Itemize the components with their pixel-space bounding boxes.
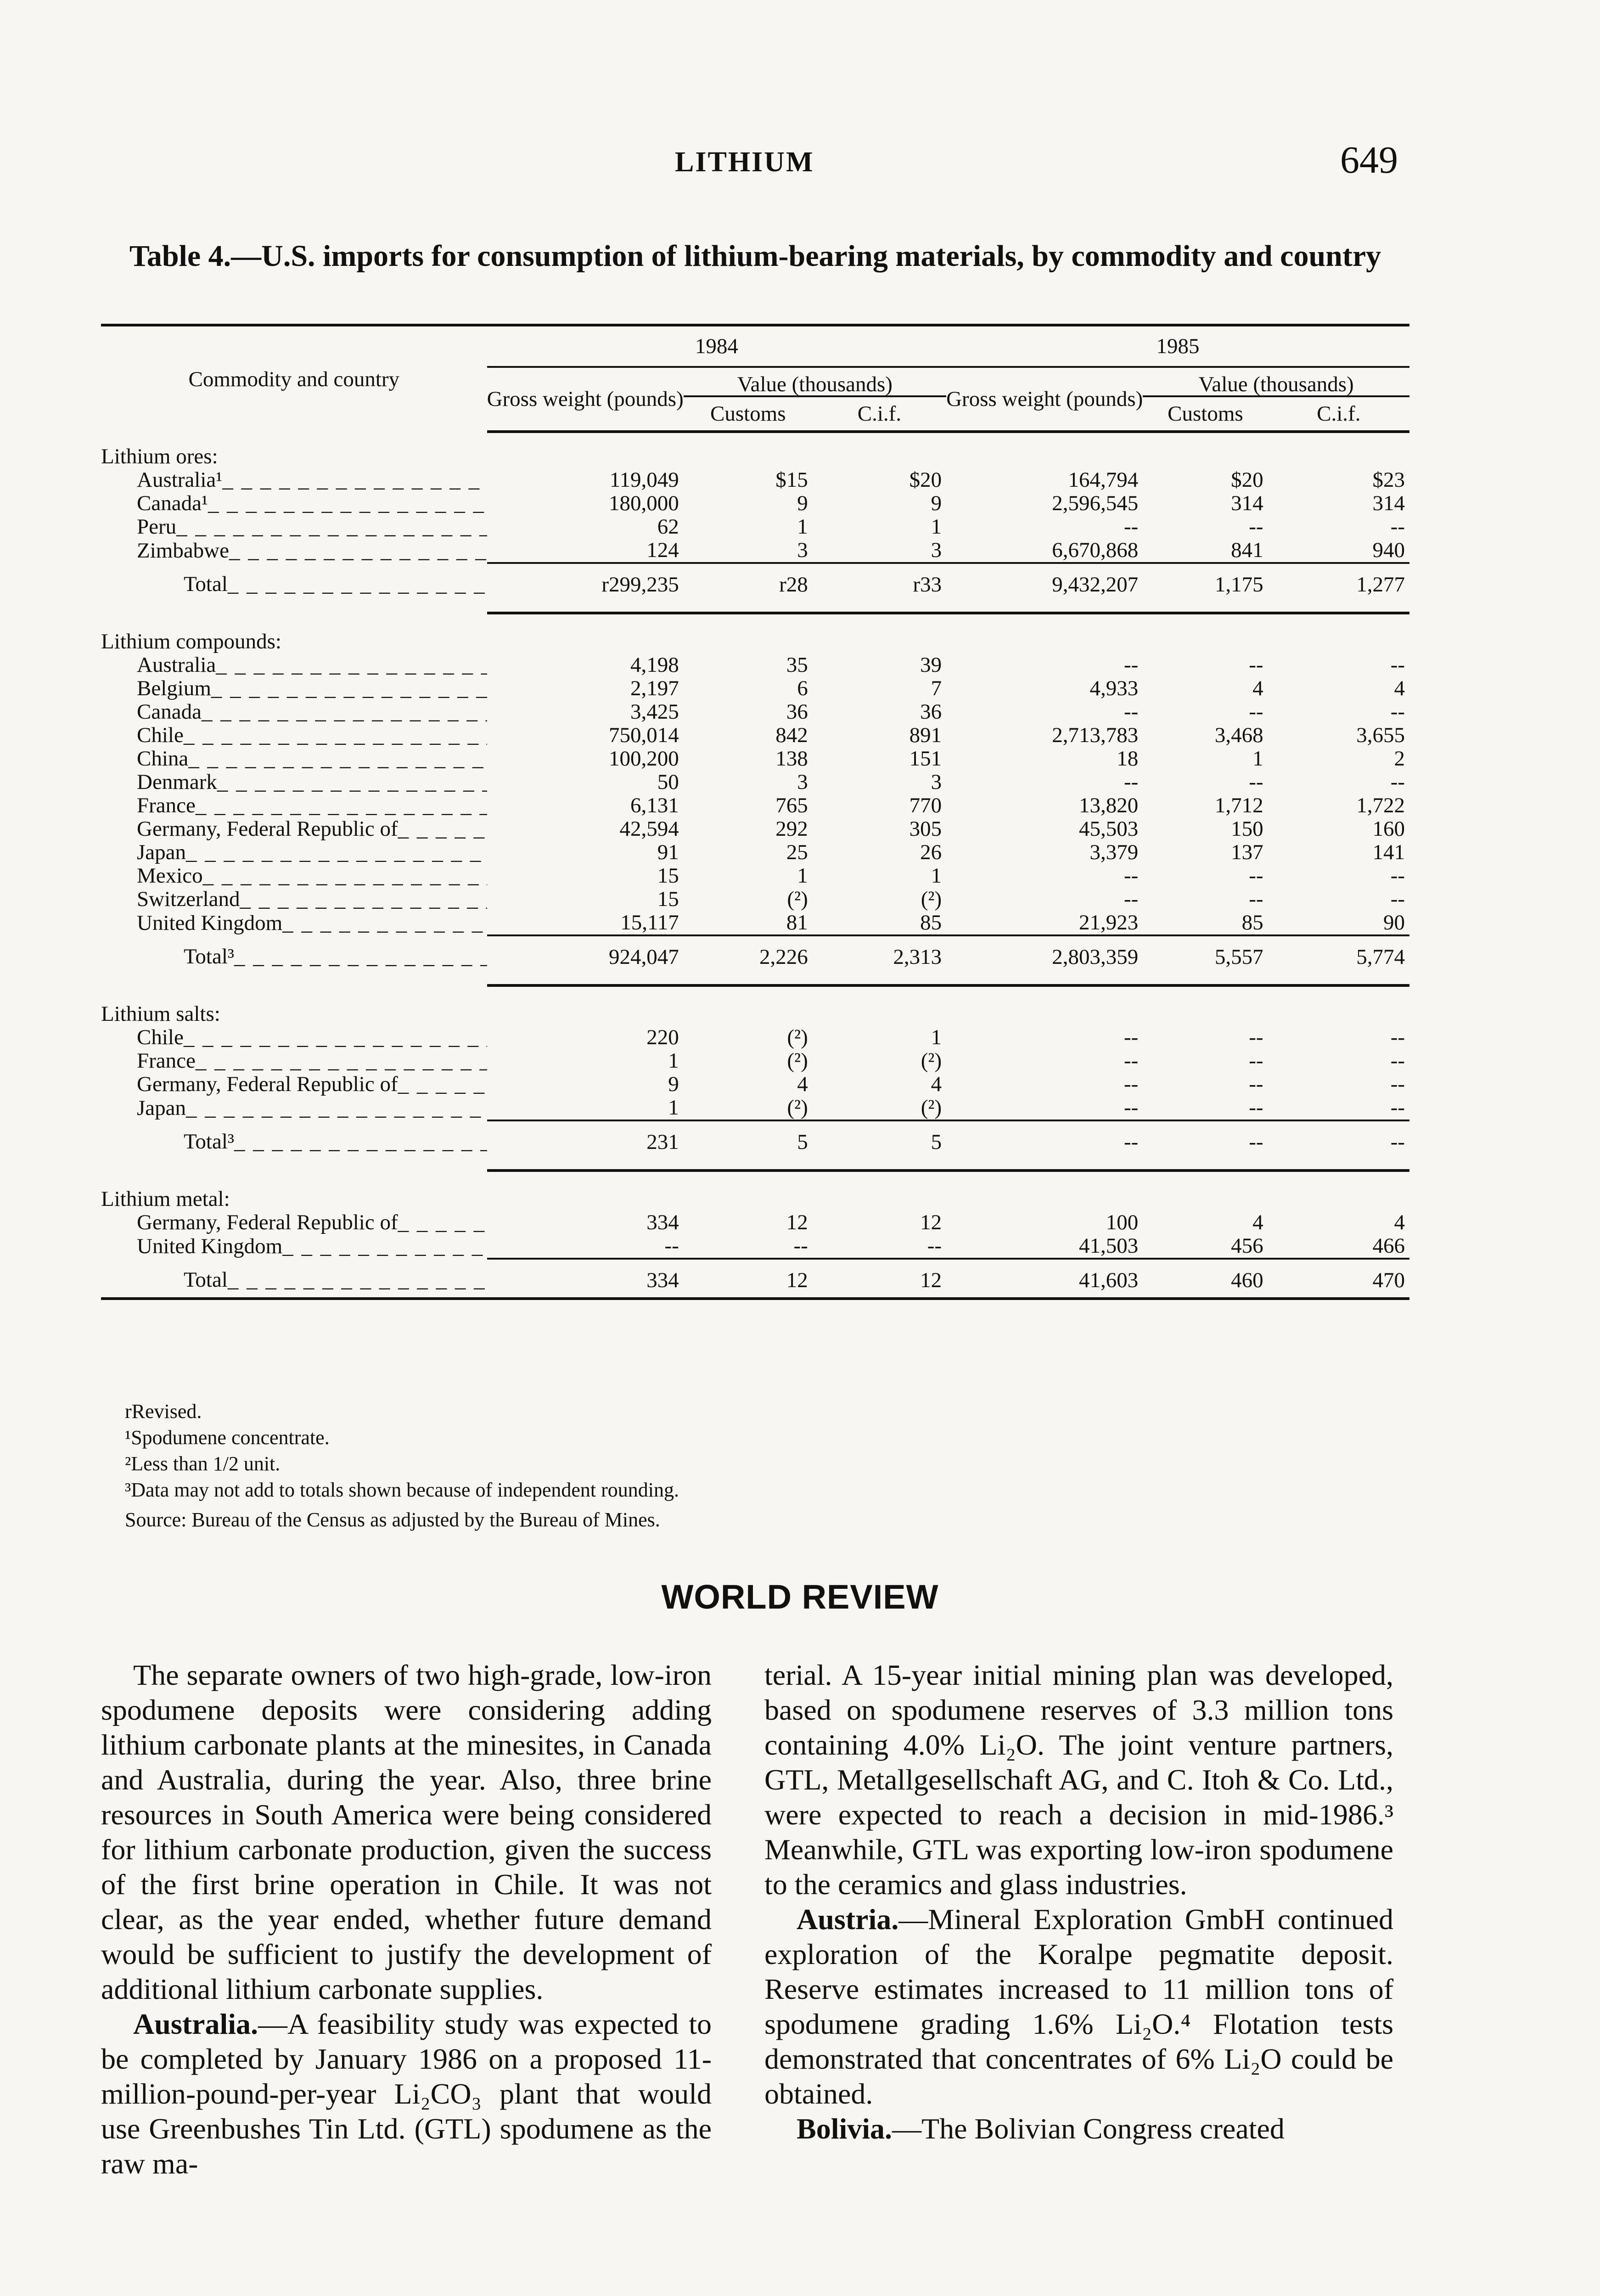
table-cell: 1 [797, 864, 808, 888]
table-cell: 765 [775, 793, 808, 817]
row-label: United Kingdom _ _ _ [101, 911, 487, 935]
row-label: Switzerland _ _ _ [101, 888, 487, 911]
table-cell: (²) [921, 1049, 942, 1073]
table-row [101, 1234, 1409, 1259]
table-row [101, 700, 1409, 724]
table-cell: -- [1390, 887, 1405, 911]
table-cell: -- [1249, 1072, 1263, 1096]
paragraph: Australia.—A feasibility study was expected to be completed by January 1986 on a proposed 11-million-pound-per-year Li₂CO₃ plant that would use Greenbushes Tin Ltd. (GTL) spodumene as the raw ma- [101, 2008, 712, 2180]
total-cell: 924,047 [487, 935, 684, 974]
table-cell: 6,131 [630, 793, 679, 817]
total-label: Total _ _ _ [101, 563, 487, 602]
double-rule [101, 974, 1409, 985]
table-cell: 62 [657, 515, 679, 539]
table-cell: -- [1249, 515, 1263, 539]
table-cell: 1 [668, 1096, 679, 1120]
table-row [101, 492, 1409, 515]
total-cell: 41,603 [946, 1259, 1143, 1299]
column-header-cif-1985: C.i.f. [1268, 396, 1409, 432]
table-row [101, 817, 1409, 841]
table-cell: 305 [909, 817, 942, 841]
table-cell: 21,923 [1079, 911, 1139, 934]
year-header-1985: 1985 [946, 325, 1409, 367]
group-heading-row [101, 1176, 1409, 1211]
table-cell: 3,655 [1356, 723, 1405, 747]
table-cell: 3 [797, 770, 808, 794]
footnote-2: ²Less than 1/2 unit. [125, 1452, 281, 1475]
table-cell: (²) [787, 1049, 808, 1073]
double-rule-lower [101, 613, 1409, 618]
table-cell: 9 [668, 1072, 679, 1096]
country-lead: Bolivia. [797, 2112, 893, 2145]
total-cell: 2,803,359 [946, 935, 1143, 974]
double-rule [101, 1159, 1409, 1171]
footnote-3: ³Data may not add to totals shown because of independent rounding. [125, 1479, 679, 1501]
paragraph: Bolivia.—The Bolivian Congress created [797, 2112, 1285, 2145]
table-cell: -- [1390, 1072, 1405, 1096]
section-heading: WORLD REVIEW [661, 1578, 939, 1616]
row-label: Japan _ _ _ [101, 841, 487, 864]
table-cell: 81 [786, 911, 808, 934]
table-cell: 36 [920, 700, 942, 724]
table-cell: 2,596,545 [1052, 491, 1139, 515]
total-cell: 12 [813, 1259, 946, 1299]
table-cell: 220 [646, 1025, 679, 1049]
row-label: France _ _ _ [101, 1049, 487, 1073]
row-label: Peru _ _ _ [101, 515, 487, 539]
total-row [101, 1120, 1409, 1159]
table-cell: 456 [1231, 1234, 1263, 1258]
total-cell: r28 [684, 563, 813, 602]
table-cell: -- [1123, 1072, 1139, 1096]
table-cell: -- [1249, 770, 1263, 794]
table-cell: $23 [1372, 468, 1405, 492]
total-label: Total³ _ _ _ [101, 1120, 487, 1159]
table-cell: 26 [920, 840, 942, 864]
table-cell: 842 [775, 723, 808, 747]
table-cell: 119,049 [609, 468, 679, 492]
column-header-value-1985: Value (thousands) [1143, 367, 1409, 396]
row-label: China _ _ _ [101, 747, 487, 771]
table-row [101, 1096, 1409, 1120]
table-row [101, 1211, 1409, 1234]
row-label: Canada _ _ _ [101, 700, 487, 724]
table-cell: $20 [1231, 468, 1263, 492]
total-cell: 231 [487, 1120, 684, 1159]
column-header-customs-1984: Customs [684, 396, 813, 432]
table-cell: 164,794 [1068, 468, 1139, 492]
total-cell: 1,277 [1268, 563, 1409, 602]
table-cell: 292 [775, 817, 808, 841]
column-header-cif-1984: C.i.f. [813, 396, 946, 432]
country-lead: Australia. [133, 2008, 258, 2040]
table-cell: 3 [797, 538, 808, 562]
table-title: Table 4.—U.S. imports for consumption of lithium-bearing materials, by commodity and country [129, 239, 1381, 273]
table-cell: 12 [920, 1210, 942, 1234]
table-cell: 50 [657, 770, 679, 794]
table-cell: 100 [1106, 1210, 1139, 1234]
table-cell: -- [1249, 700, 1263, 724]
row-label: Canada¹ _ _ _ [101, 492, 487, 515]
table-cell: 3,425 [630, 700, 679, 724]
table-cell: -- [1123, 1025, 1139, 1049]
table-row [101, 794, 1409, 817]
table-cell: 4,198 [630, 653, 679, 677]
table-cell: 3,468 [1214, 723, 1263, 747]
table-cell: 1,722 [1356, 793, 1405, 817]
table-cell: 770 [909, 793, 942, 817]
table-cell: -- [1249, 864, 1263, 888]
body-column-right [764, 1658, 1393, 2146]
table-cell: 1 [1252, 747, 1263, 771]
table-row [101, 677, 1409, 700]
table-cell: 91 [657, 840, 679, 864]
table-cell: -- [1390, 1049, 1405, 1073]
total-cell: 5 [684, 1120, 813, 1159]
table-cell: 9 [931, 491, 942, 515]
table-cell: -- [1390, 700, 1405, 724]
table-row [101, 653, 1409, 677]
table-row [101, 864, 1409, 888]
table-cell: 6,670,868 [1052, 538, 1139, 562]
total-cell: r33 [813, 563, 946, 602]
paragraph: The separate owners of two high-grade, low-iron spodumene deposits were considering adding lithium carbonate plants at the minesites, in Canada and Australia, during the year. Also, three brine resources in South America were being considered for lithium carbonate production, given the success of the first brine operation in Chile. It was not clear, as the year ended, whether future demand would be sufficient to justify the development of additional lithium carbonate supplies. [101, 1659, 712, 2005]
table-cell: (²) [787, 1096, 808, 1120]
year-header-1984: 1984 [487, 325, 947, 367]
total-cell: -- [1268, 1120, 1409, 1159]
table-cell: 4 [1394, 1210, 1405, 1234]
table-cell: 2,197 [630, 676, 679, 700]
row-label: France _ _ _ [101, 794, 487, 817]
body-column-left [101, 1658, 712, 2181]
table-row [101, 771, 1409, 794]
total-cell: r299,235 [487, 563, 684, 602]
table-cell: 160 [1372, 817, 1405, 841]
table-cell: 180,000 [609, 491, 679, 515]
table-cell: -- [1123, 700, 1139, 724]
double-rule-lower [101, 985, 1409, 990]
table-cell: -- [1123, 515, 1139, 539]
row-label: Chile _ _ _ [101, 724, 487, 747]
table-cell: 7 [931, 676, 942, 700]
total-cell: 9,432,207 [946, 563, 1143, 602]
table-cell: 4 [931, 1072, 942, 1096]
table-cell: -- [1390, 864, 1405, 888]
table-cell: 891 [909, 723, 942, 747]
table-footnotes [125, 1398, 679, 1533]
table-cell: (²) [921, 887, 942, 911]
table-cell: -- [1249, 1096, 1263, 1120]
total-label: Total _ _ _ [101, 1259, 487, 1299]
table-cell: -- [1249, 887, 1263, 911]
table-cell: -- [1390, 653, 1405, 677]
total-cell: 2,313 [813, 935, 946, 974]
table-cell: -- [1123, 653, 1139, 677]
row-label: Denmark _ _ _ [101, 771, 487, 794]
group-heading: Lithium ores: [101, 445, 218, 468]
table-cell: 150 [1231, 817, 1263, 841]
table-cell: 4 [1394, 676, 1405, 700]
table-cell: 151 [909, 747, 942, 771]
table-cell: 4 [1252, 1210, 1263, 1234]
table-cell: -- [1390, 1025, 1405, 1049]
table-cell: 2 [1394, 747, 1405, 771]
table-cell: (²) [921, 1096, 942, 1120]
table-cell: 141 [1372, 840, 1405, 864]
table-cell: -- [1390, 515, 1405, 539]
row-label: United Kingdom _ _ _ [101, 1234, 487, 1259]
table-cell: 314 [1372, 491, 1405, 515]
table-cell: 18 [1117, 747, 1139, 771]
total-row [101, 935, 1409, 974]
table-cell: -- [1390, 1096, 1405, 1120]
table-cell: 3,379 [1089, 840, 1139, 864]
group-heading: Lithium salts: [101, 1002, 220, 1026]
imports-table-container [101, 324, 1409, 1300]
table-cell: 1 [931, 864, 942, 888]
table-cell: 25 [786, 840, 808, 864]
table-cell: -- [1249, 653, 1263, 677]
column-header-gross-1984: Gross weight (pounds) [487, 367, 684, 432]
table-row [101, 841, 1409, 864]
table-cell: 35 [786, 653, 808, 677]
table-cell: -- [1123, 887, 1139, 911]
total-cell: 334 [487, 1259, 684, 1299]
table-cell: 4 [1252, 676, 1263, 700]
table-cell: -- [1123, 770, 1139, 794]
table-row [101, 724, 1409, 747]
table-cell: 45,503 [1079, 817, 1139, 841]
row-label: Mexico _ _ _ [101, 864, 487, 888]
total-cell: 5,557 [1143, 935, 1268, 974]
table-cell: -- [1123, 1049, 1139, 1073]
table-cell: 1 [668, 1049, 679, 1073]
table-cell: -- [793, 1234, 808, 1258]
footnote-1: ¹Spodumene concentrate. [125, 1426, 330, 1449]
table-cell: 940 [1372, 538, 1405, 562]
total-cell: 5,774 [1268, 935, 1409, 974]
table-cell: 1 [931, 515, 942, 539]
table-cell: 1,712 [1214, 793, 1263, 817]
table-cell: -- [927, 1234, 942, 1258]
total-cell: -- [1143, 1120, 1268, 1159]
table-row [101, 515, 1409, 539]
table-cell: 2,713,783 [1052, 723, 1139, 747]
table-cell: 841 [1231, 538, 1263, 562]
table-cell: 3 [931, 770, 942, 794]
page-number: 649 [1340, 139, 1398, 181]
table-cell: $20 [909, 468, 942, 492]
table-cell: 1 [797, 515, 808, 539]
table-cell: 137 [1231, 840, 1263, 864]
table-row [101, 1073, 1409, 1096]
table-cell: 9 [797, 491, 808, 515]
table-cell: 39 [920, 653, 942, 677]
table-cell: 4 [797, 1072, 808, 1096]
table-cell: 41,503 [1079, 1234, 1139, 1258]
group-heading: Lithium metal: [101, 1187, 230, 1211]
double-rule-lower [101, 1171, 1409, 1176]
row-label: Chile _ _ _ [101, 1026, 487, 1049]
table-cell: (²) [787, 1025, 808, 1049]
row-label: Germany, Federal Republic of _ _ _ [101, 1211, 487, 1234]
table-cell: $15 [775, 468, 808, 492]
table-row [101, 888, 1409, 911]
total-cell: 12 [684, 1259, 813, 1299]
table-row [101, 911, 1409, 935]
paragraph: Austria.—Mineral Exploration GmbH continued exploration of the Koralpe pegmatite deposit. Reserve estimates increased to 11 million tons of spodumene grading 1.6% Li₂O.⁴ Flotation tests demonstrated that concentrates of 6% Li₂O could be obtained. [764, 1903, 1393, 2110]
table-cell: 15,117 [620, 911, 679, 934]
table-cell: -- [1123, 864, 1139, 888]
row-label: Japan _ _ _ [101, 1096, 487, 1120]
double-rule [101, 602, 1409, 613]
table-body [101, 432, 1409, 1299]
running-head: LITHIUM [675, 146, 814, 178]
column-header-commodity: Commodity and country [101, 325, 487, 432]
table-cell: 85 [1241, 911, 1263, 934]
table-cell: 6 [797, 676, 808, 700]
table-cell: 3 [931, 538, 942, 562]
total-cell: 460 [1143, 1259, 1268, 1299]
table-cell: 36 [786, 700, 808, 724]
table-cell: 334 [646, 1210, 679, 1234]
table-cell: 13,820 [1079, 793, 1139, 817]
row-label: Germany, Federal Republic of _ _ _ [101, 1073, 487, 1096]
table-cell: 124 [646, 538, 679, 562]
table-cell: 138 [775, 747, 808, 771]
table-cell: 314 [1231, 491, 1263, 515]
table-cell: 15 [657, 887, 679, 911]
imports-table [101, 324, 1409, 1300]
total-label: Total³ _ _ _ [101, 935, 487, 974]
row-label: Germany, Federal Republic of _ _ _ [101, 817, 487, 841]
footnote-source: Source: Bureau of the Census as adjusted by the Bureau of Mines. [125, 1508, 660, 1531]
total-cell: 1,175 [1143, 563, 1268, 602]
group-heading-row [101, 432, 1409, 468]
total-cell: -- [946, 1120, 1143, 1159]
table-cell: 466 [1372, 1234, 1405, 1258]
table-row [101, 1049, 1409, 1073]
table-row [101, 1026, 1409, 1049]
table-cell: 1 [931, 1025, 942, 1049]
table-cell: 42,594 [619, 817, 679, 841]
row-label: Zimbabwe _ _ _ [101, 539, 487, 563]
table-cell: -- [1249, 1049, 1263, 1073]
table-cell: -- [1123, 1096, 1139, 1120]
table-row [101, 539, 1409, 563]
footnote-revised: rRevised. [125, 1400, 202, 1423]
row-label: Belgium _ _ _ [101, 677, 487, 700]
table-cell: 4,933 [1089, 676, 1139, 700]
group-heading: Lithium compounds: [101, 630, 281, 653]
table-cell: -- [664, 1234, 679, 1258]
column-header-value-1984: Value (thousands) [684, 367, 946, 396]
table-cell: -- [1249, 1025, 1263, 1049]
table-cell: 750,014 [609, 723, 679, 747]
table-cell: 90 [1383, 911, 1405, 934]
row-label: Australia _ _ _ [101, 653, 487, 677]
paragraph: terial. A 15-year initial mining plan was developed, based on spodumene reserves of 3.3 million tons containing 4.0% Li₂O. The joint venture partners, GTL, Metallgesellschaft AG, and C. Itoh & Co. Ltd., were expected to reach a decision in mid-1986.³ Meanwhile, GTL was exporting low-iron spodumene to the ceramics and glass industries. [764, 1659, 1393, 1901]
table-cell: 85 [920, 911, 942, 934]
column-header-gross-1985: Gross weight (pounds) [946, 367, 1143, 432]
table-cell: -- [1390, 770, 1405, 794]
table-cell: 12 [786, 1210, 808, 1234]
column-header-customs-1985: Customs [1143, 396, 1268, 432]
total-cell: 2,226 [684, 935, 813, 974]
table-row [101, 468, 1409, 492]
table-cell: 100,200 [609, 747, 679, 771]
total-cell: 5 [813, 1120, 946, 1159]
group-heading-row [101, 618, 1409, 653]
row-label: Australia¹ _ _ _ [101, 468, 487, 492]
total-row [101, 563, 1409, 602]
country-lead: Austria. [797, 1903, 899, 1936]
group-heading-row [101, 990, 1409, 1026]
table-row [101, 747, 1409, 771]
total-cell: 470 [1268, 1259, 1409, 1299]
table-cell: (²) [787, 887, 808, 911]
total-row [101, 1259, 1409, 1299]
table-cell: 15 [657, 864, 679, 888]
